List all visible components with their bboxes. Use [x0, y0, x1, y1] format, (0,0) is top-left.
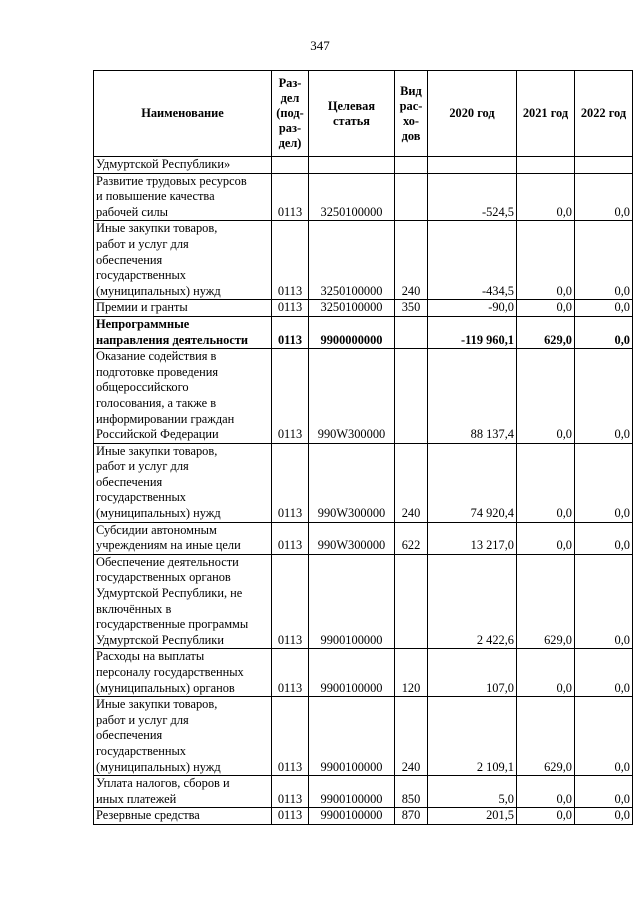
cell-name-line: информировании граждан — [96, 411, 235, 426]
cell-2022: 0,0 — [575, 554, 633, 649]
cell-name-line: государственных — [96, 268, 187, 283]
cell-expense-type: 120 — [395, 649, 428, 697]
cell-name-line: Удмуртской Республики, не — [96, 586, 243, 601]
header-expense-type-line: хо- — [402, 113, 420, 128]
cell-name-line: обеспечения — [96, 728, 163, 743]
cell-name — [94, 316, 272, 348]
table-row — [94, 157, 633, 174]
cell-name-line: общероссийского — [96, 380, 189, 395]
cell-expense-type: 240 — [395, 697, 428, 776]
header-section-line: раз- — [278, 121, 302, 135]
cell-name-line: (муниципальных) нужд — [96, 506, 221, 521]
table-row — [94, 443, 633, 522]
cell-2021 — [517, 157, 575, 174]
cell-name-line: государственных — [96, 490, 187, 505]
table-row — [94, 776, 633, 808]
cell-target: 9900100000 — [309, 697, 395, 776]
header-expense-type-line: дов — [401, 128, 421, 143]
cell-target — [309, 157, 395, 174]
header-name: Наименование — [94, 71, 272, 157]
cell-name-line: Развитие трудовых ресурсов — [96, 173, 247, 188]
cell-name — [94, 808, 272, 825]
cell-2020: 2 109,1 — [428, 697, 517, 776]
cell-2021: 0,0 — [517, 522, 575, 554]
cell-2021: 0,0 — [517, 221, 575, 300]
table-row — [94, 173, 633, 221]
header-2020: 2020 год — [428, 71, 517, 157]
cell-name-line: Удмуртской Республики» — [96, 157, 231, 171]
cell-name-line: Расходы на выплаты — [96, 649, 205, 664]
cell-target: 990W300000 — [309, 522, 395, 554]
cell-name-line: Иные закупки товаров, — [96, 443, 218, 458]
cell-section — [272, 157, 309, 174]
cell-section: 0113 — [272, 300, 309, 317]
cell-name-line: работ и услуг для — [96, 236, 189, 251]
cell-target: 9900100000 — [309, 808, 395, 825]
header-expense-type — [395, 71, 428, 157]
cell-2020: -119 960,1 — [428, 316, 517, 348]
cell-target: 3250100000 — [309, 173, 395, 221]
cell-2021: 0,0 — [517, 349, 575, 444]
cell-section: 0113 — [272, 221, 309, 300]
cell-name-line: Резервные средства — [96, 808, 200, 823]
cell-name — [94, 522, 272, 554]
table-body — [94, 157, 633, 825]
cell-expense-type: 870 — [395, 808, 428, 825]
cell-2020: -524,5 — [428, 173, 517, 221]
cell-2021: 0,0 — [517, 443, 575, 522]
cell-section: 0113 — [272, 776, 309, 808]
cell-expense-type: 240 — [395, 443, 428, 522]
cell-2021: 0,0 — [517, 173, 575, 221]
cell-target: 9900100000 — [309, 776, 395, 808]
cell-name-line: государственных органов — [96, 570, 231, 585]
cell-target: 9900100000 — [309, 554, 395, 649]
cell-2022: 0,0 — [575, 776, 633, 808]
header-target-line: Целевая — [327, 98, 376, 113]
cell-name-line: обеспечения — [96, 252, 163, 267]
cell-2021: 0,0 — [517, 808, 575, 825]
header-2022: 2022 год — [575, 71, 633, 157]
table-row — [94, 554, 633, 649]
cell-2020: -434,5 — [428, 221, 517, 300]
cell-name-line: Российской Федерации — [96, 427, 219, 442]
cell-expense-type — [395, 316, 428, 348]
header-target-line: статья — [333, 113, 370, 128]
cell-expense-type — [395, 173, 428, 221]
cell-name-line: направления деятельности — [96, 332, 249, 347]
budget-table — [93, 70, 633, 825]
header-expense-type-line: Вид — [400, 83, 422, 98]
cell-name — [94, 300, 272, 317]
cell-name-line: государственные программы — [96, 617, 249, 632]
header-section-line: (под- — [276, 106, 304, 120]
cell-expense-type — [395, 554, 428, 649]
table-row — [94, 300, 633, 317]
cell-expense-type: 350 — [395, 300, 428, 317]
cell-2020 — [428, 157, 517, 174]
cell-2022: 0,0 — [575, 443, 633, 522]
cell-section: 0113 — [272, 649, 309, 697]
cell-name-line: Обеспечение деятельности — [96, 554, 239, 569]
cell-2022: 0,0 — [575, 316, 633, 348]
cell-name — [94, 221, 272, 300]
cell-2020: 13 217,0 — [428, 522, 517, 554]
cell-2022: 0,0 — [575, 808, 633, 825]
page-number: 347 — [310, 38, 330, 53]
cell-name-line: Уплата налогов, сборов и — [96, 776, 230, 791]
cell-name-line: учреждениям на иные цели — [96, 538, 241, 553]
cell-2020: 74 920,4 — [428, 443, 517, 522]
header-target — [309, 71, 395, 157]
cell-name-line: Иные закупки товаров, — [96, 697, 218, 712]
cell-name-line: персоналу государственных — [96, 665, 244, 679]
cell-section: 0113 — [272, 349, 309, 444]
header-section — [272, 71, 309, 157]
cell-name-line: Оказание содействия в — [96, 349, 217, 364]
cell-name-line: (муниципальных) нужд — [96, 759, 221, 774]
cell-section: 0113 — [272, 522, 309, 554]
cell-name-line: обеспечения — [96, 474, 163, 489]
cell-2022: 0,0 — [575, 221, 633, 300]
cell-name-line: Субсидии автономным — [96, 522, 217, 537]
cell-name-line: голосования, а также в — [96, 395, 217, 410]
cell-2021: 629,0 — [517, 316, 575, 348]
cell-name — [94, 443, 272, 522]
table-row — [94, 221, 633, 300]
cell-target: 990W300000 — [309, 443, 395, 522]
header-expense-type-line: рас- — [399, 98, 423, 113]
cell-name-line: подготовке проведения — [96, 364, 219, 379]
cell-2022: 0,0 — [575, 522, 633, 554]
cell-name — [94, 349, 272, 444]
cell-target: 9900100000 — [309, 649, 395, 697]
cell-2022: 0,0 — [575, 649, 633, 697]
cell-2022: 0,0 — [575, 349, 633, 444]
table-row — [94, 349, 633, 444]
cell-name — [94, 157, 272, 174]
cell-2020: -90,0 — [428, 300, 517, 317]
cell-name-line: Иные закупки товаров, — [96, 221, 218, 236]
cell-section: 0113 — [272, 443, 309, 522]
header-2021: 2021 год — [517, 71, 575, 157]
cell-target: 990W300000 — [309, 349, 395, 444]
cell-section: 0113 — [272, 808, 309, 825]
header-section-line: дел — [280, 91, 300, 105]
cell-name — [94, 776, 272, 808]
table-row — [94, 808, 633, 825]
cell-2022 — [575, 157, 633, 174]
cell-target: 9900000000 — [309, 316, 395, 348]
cell-expense-type: 850 — [395, 776, 428, 808]
cell-section: 0113 — [272, 173, 309, 221]
cell-name-line: работ и услуг для — [96, 712, 189, 727]
cell-2022: 0,0 — [575, 173, 633, 221]
header-section-line: дел) — [278, 136, 302, 150]
cell-2020: 5,0 — [428, 776, 517, 808]
cell-name — [94, 173, 272, 221]
cell-name-line: Непрограммные — [96, 316, 190, 331]
cell-name-line: и повышение качества — [96, 189, 215, 204]
cell-section: 0113 — [272, 316, 309, 348]
cell-name-line: государственных — [96, 743, 187, 758]
cell-name-line: Удмуртской Республики — [96, 632, 224, 647]
cell-name-line: рабочей силы — [96, 204, 168, 219]
cell-target: 3250100000 — [309, 300, 395, 317]
header-section-line: Раз- — [278, 76, 302, 90]
cell-name-line: Премии и гранты — [96, 300, 188, 315]
cell-2021: 0,0 — [517, 649, 575, 697]
cell-name-line: работ и услуг для — [96, 459, 189, 474]
cell-2022: 0,0 — [575, 697, 633, 776]
cell-2021: 0,0 — [517, 776, 575, 808]
cell-2020: 107,0 — [428, 649, 517, 697]
cell-name-line: (муниципальных) органов — [96, 680, 235, 695]
cell-target: 3250100000 — [309, 221, 395, 300]
cell-name — [94, 697, 272, 776]
cell-2020: 88 137,4 — [428, 349, 517, 444]
cell-2021: 0,0 — [517, 300, 575, 317]
cell-section: 0113 — [272, 554, 309, 649]
table-row — [94, 649, 633, 697]
table-row — [94, 316, 633, 348]
cell-2020: 201,5 — [428, 808, 517, 825]
cell-name-line: иных платежей — [96, 791, 177, 806]
cell-2021: 629,0 — [517, 697, 575, 776]
cell-expense-type — [395, 157, 428, 174]
cell-expense-type — [395, 349, 428, 444]
table-header-row — [94, 71, 633, 157]
table-row — [94, 522, 633, 554]
cell-2021: 629,0 — [517, 554, 575, 649]
cell-name — [94, 554, 272, 649]
cell-expense-type: 240 — [395, 221, 428, 300]
cell-name-line: включённых в — [96, 601, 172, 616]
cell-expense-type: 622 — [395, 522, 428, 554]
table-row — [94, 697, 633, 776]
cell-name-line: (муниципальных) нужд — [96, 283, 221, 298]
cell-2020: 2 422,6 — [428, 554, 517, 649]
cell-2022: 0,0 — [575, 300, 633, 317]
cell-section: 0113 — [272, 697, 309, 776]
cell-name — [94, 649, 272, 697]
